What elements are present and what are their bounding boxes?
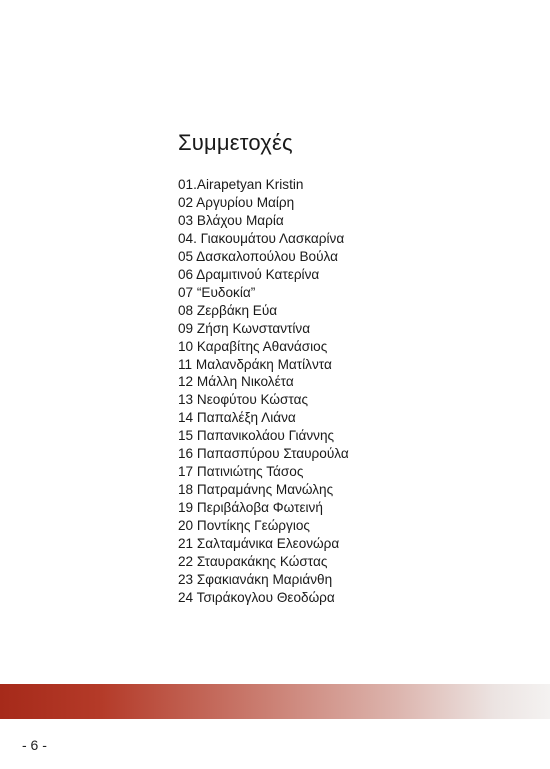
- list-item: 24 Τσιράκογλου Θεοδώρα: [178, 589, 335, 605]
- list-item: 10 Καραβίτης Αθανάσιος: [178, 338, 328, 354]
- list-item: 02 Αργυρίου Μαίρη: [178, 194, 295, 210]
- list-item: 21 Σαλταμάνικα Ελεονώρα: [178, 536, 340, 552]
- list-item: 18 Πατραμάνης Μανώλης: [178, 482, 334, 498]
- list-item: 05 Δασκαλοπούλου Βούλα: [178, 248, 338, 264]
- page-number: - 6 -: [22, 737, 47, 753]
- list-item: 17 Πατινιώτης Τάσος: [178, 464, 304, 480]
- list-item: 01.Airapetyan Kristin: [178, 177, 304, 192]
- participants-list: [178, 176, 349, 607]
- list-item: 11 Μαλανδράκη Ματίλντα: [178, 356, 332, 372]
- list-item: 14 Παπαλέξη Λιάνα: [178, 410, 296, 426]
- page-title: Συμμετοχές: [178, 130, 293, 155]
- list-item: 08 Ζερβάκη Εύα: [178, 302, 278, 318]
- list-item: 07 “Ευδοκία”: [178, 284, 256, 300]
- list-item: 15 Παπανικολάου Γιάννης: [178, 428, 335, 444]
- list-item: 04. Γιακουμάτου Λασκαρίνα: [178, 230, 345, 246]
- list-item: 09 Ζήση Κωνσταντίνα: [178, 320, 311, 336]
- list-item: 12 Μάλλη Νικολέτα: [178, 374, 294, 390]
- list-item: 16 Παπασπύρου Σταυρούλα: [178, 446, 349, 462]
- list-item: 23 Σφακιανάκη Μαριάνθη: [178, 571, 333, 587]
- list-item: 13 Νεοφύτου Κώστας: [178, 392, 309, 408]
- list-item: 03 Βλάχου Μαρία: [178, 212, 284, 228]
- list-item: 06 Δραμιτινού Κατερίνα: [178, 266, 320, 282]
- list-item: 22 Σταυρακάκης Κώστας: [178, 554, 328, 570]
- list-item: 20 Ποντίκης Γεώργιος: [178, 518, 310, 534]
- decorative-gradient-band: [0, 684, 550, 719]
- list-item: 19 Περιβάλοβα Φωτεινή: [178, 500, 323, 516]
